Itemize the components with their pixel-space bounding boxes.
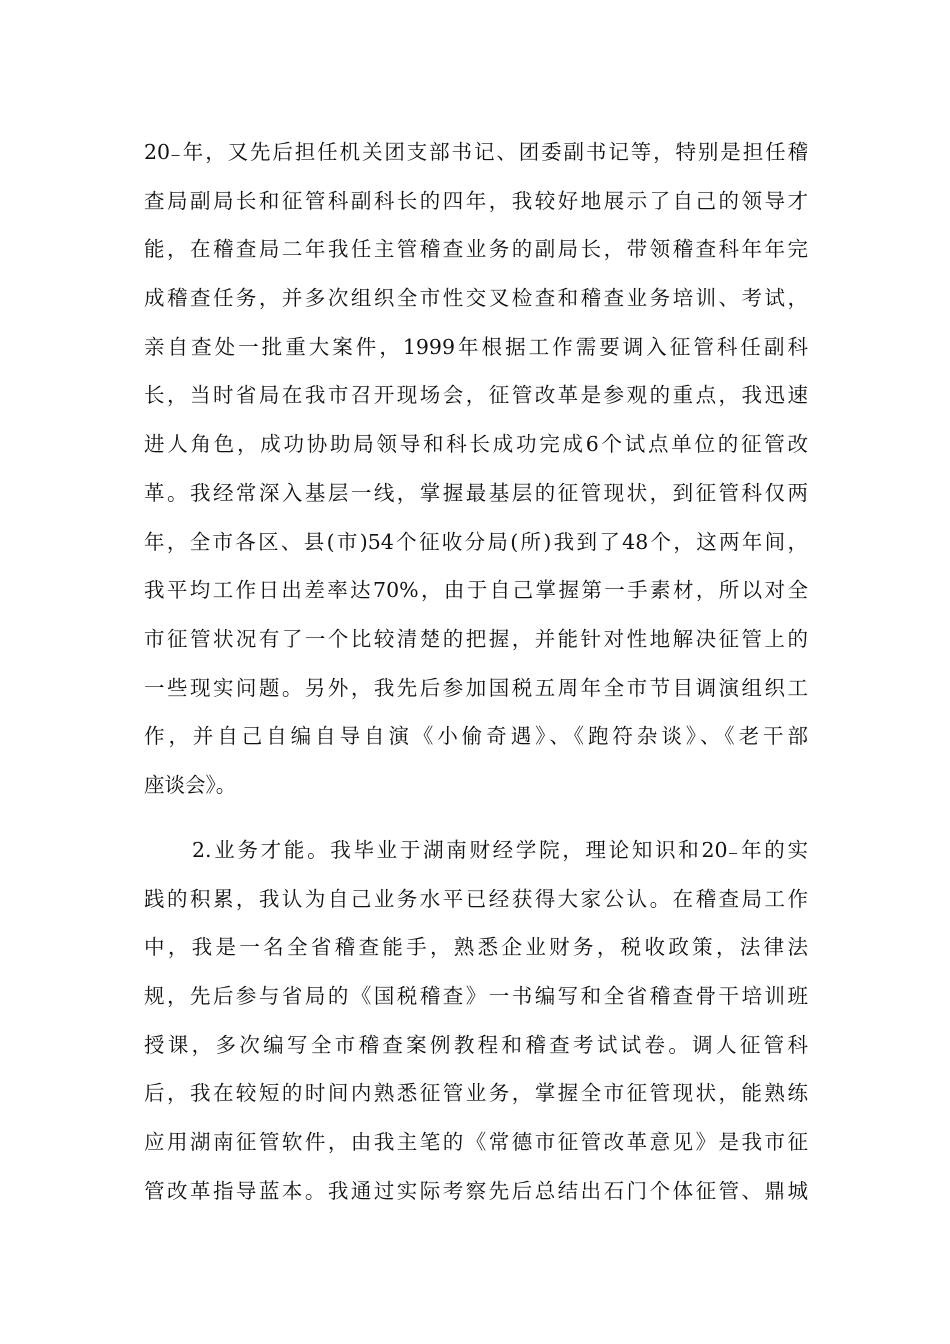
text-line: 查局副局长和征管科副科长的四年，我较好地展示了自己的领导才 (144, 188, 808, 213)
text-line: 授课，多次编写全市稽查案例教程和稽查考试试卷。调人征管科 (144, 1032, 808, 1057)
text-line: 践的积累，我认为自己业务水平已经获得大家公认。在稽查局工作 (144, 886, 808, 911)
text-line: 我平均工作日出差率达70%，由于自己掌握第一手素材，所以对全 (144, 578, 808, 603)
text-line: 中，我是一名全省稽查能手，熟悉企业财务，税收政策，法律法 (144, 935, 808, 960)
text-line: 市征管状况有了一个比较清楚的把握，并能针对性地解决征管上的 (144, 626, 808, 651)
text-line: 一些现实问题。另外，我先后参加国税五周年全市节目调演组织工 (144, 675, 808, 700)
text-line: 20₋年，又先后担任机关团支部书记、团委副书记等，特别是担任稽 (144, 140, 808, 164)
text-line: 年，全市各区、县(市)54个征收分局(所)我到了48个，这两年间， (144, 529, 808, 554)
text-line: 成稽查任务，并多次组织全市性交叉检查和稽查业务培训、考试， (144, 286, 808, 311)
text-line: 长，当时省局在我市召开现场会，征管改革是参观的重点，我迅速 (144, 383, 808, 408)
text-line: 革。我经常深入基层一线，掌握最基层的征管现状，到征管科仅两 (144, 480, 808, 505)
text-line: 规，先后参与省局的《国税稽查》一书编写和全省稽查骨干培训班 (144, 984, 808, 1009)
text-line: 座谈会》。 (144, 772, 237, 797)
paragraph-business-skills (144, 826, 808, 1216)
text-line: 作，并自己自编自导自演《小偷奇遇》、《跑符杂谈》、《老干部 (144, 724, 808, 749)
text-line: 后，我在较短的时间内熟悉征管业务，掌握全市征管现状，能熟练 (144, 1081, 808, 1106)
text-line: 进人角色，成功协助局领导和科长成功完成6个试点单位的征管改 (144, 432, 808, 457)
text-line: 2.业务才能。我毕业于湖南财经学院，理论知识和20₋年的实 (192, 838, 808, 862)
text-line: 亲自查处一批重大案件，1999年根据工作需要调入征管科任副科 (144, 334, 808, 359)
text-line: 管改革指导蓝本。我通过实际考察先后总结出石门个体征管、鼎城 (144, 1178, 808, 1203)
text-line: 能，在稽查局二年我任主管稽查业务的副局长，带领稽查科年年完 (144, 237, 808, 262)
text-line: 应用湖南征管软件，由我主笔的《常德市征管改革意见》是我市征 (144, 1130, 808, 1155)
paragraph-leadership (144, 128, 808, 810)
